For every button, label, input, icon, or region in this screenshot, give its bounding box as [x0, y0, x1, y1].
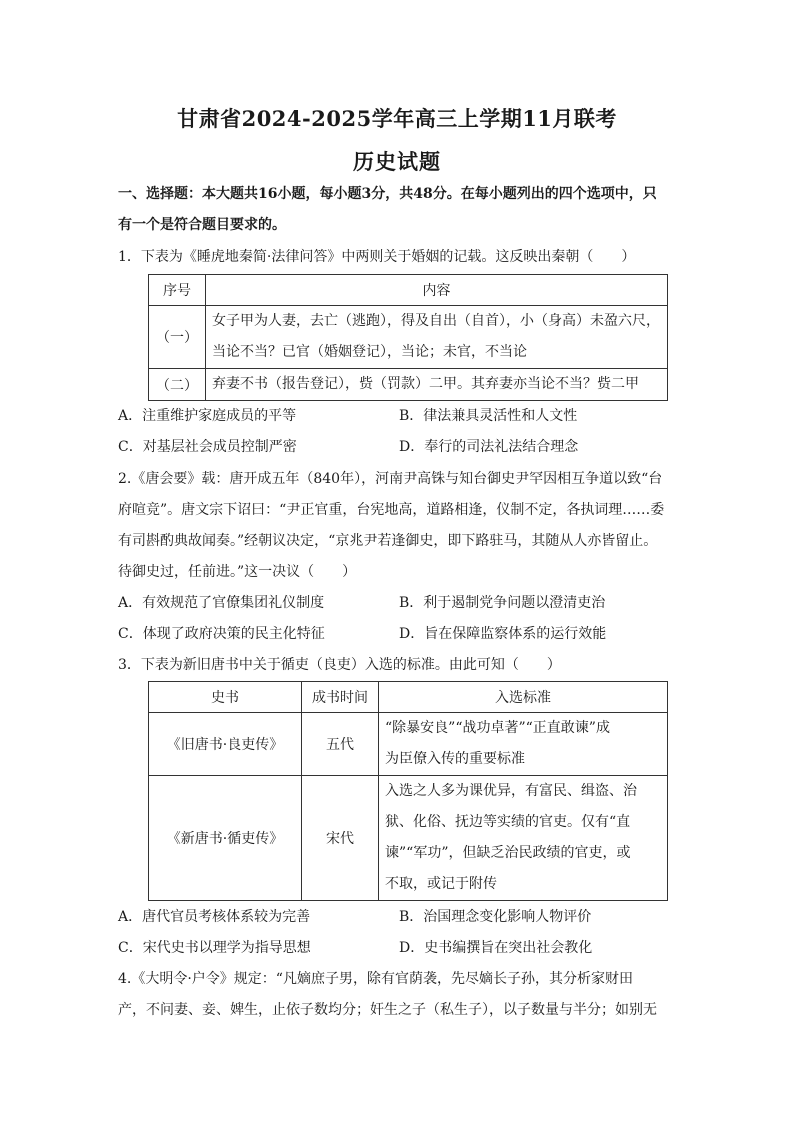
- q2-line: 府喧竞”。唐文宗下诏曰：“尹正官重，台宪地高，道路相逢，仪制不定，各执词理……委: [118, 502, 665, 518]
- q3-option-c: C．宋代史书以理学为指导思想: [118, 940, 311, 956]
- section-instruction-line2: 有一个是符合题目要求的。: [118, 217, 286, 233]
- cell-line: 谏”“军功”，但缺乏治民政绩的官吏，或: [385, 845, 631, 861]
- q1-option-c: C．对基层社会成员控制严密: [118, 439, 297, 455]
- table-row: [149, 776, 668, 901]
- cell-line: 不取，或记于附传: [385, 876, 497, 892]
- table-row: [149, 306, 668, 369]
- q1-table: [148, 274, 668, 401]
- q4-line: 产，不问妻、妾、婢生，止依子数均分；奸生之子（私生子），以子数量与半分；如别无: [118, 1002, 657, 1018]
- q3-table-header: 史书: [149, 682, 302, 713]
- cell-line: 为臣僚入传的重要标准: [385, 751, 525, 767]
- q1-row-number: （二）: [149, 369, 206, 401]
- q2-option-a: A．有效规范了官僚集团礼仪制度: [118, 595, 325, 611]
- q4-line: 4.《大明令·户令》规定：“凡嫡庶子男，除有官荫袭，先尽嫡长子孙，其分析家财田: [118, 971, 633, 987]
- q1-table-header: 内容: [206, 275, 668, 306]
- q3-time: 宋代: [302, 776, 379, 901]
- q3-table: [148, 681, 668, 901]
- q3-option-b: B．治国理念变化影响人物评价: [399, 909, 592, 925]
- q1-option-a: A．注重维护家庭成员的平等: [118, 408, 297, 424]
- q3-stem: 3．下表为新旧唐书中关于循吏（良吏）入选的标准。由此可知（ ）: [118, 657, 561, 673]
- q2-line: 2.《唐会要》载：唐开成五年（840年），河南尹高铢与知台御史尹罕因相互争道以致“台: [118, 471, 663, 487]
- q2-option-c: C．体现了政府决策的民主化特征: [118, 626, 325, 642]
- q1-table-header: 序号: [149, 275, 206, 306]
- q1-option-d: D．奉行的司法礼法结合理念: [399, 439, 579, 455]
- q2-line: 待御史过，任前进。”这一决议（ ）: [118, 564, 357, 580]
- q2-line: 有司斟酌典故闻奏。”经朝议决定，“京兆尹若逢御史，即下路驻马，其随从人亦皆留止。: [118, 533, 658, 549]
- q1-row-content: [206, 306, 668, 369]
- q1-stem: 1．下表为《睡虎地秦简·法律问答》中两则关于婚姻的记载。这反映出秦朝（ ）: [118, 249, 636, 265]
- cell-line: 女子甲为人妻，去亡（逃跑），得及自出（自首），小（身高）未盈六尺，: [212, 313, 660, 329]
- q3-option-a: A．唐代官员考核体系较为完善: [118, 909, 311, 925]
- cell-line: 狱、化俗、抚边等实绩的官吏。仅有“直: [385, 814, 631, 830]
- q3-book: 《新唐书·循吏传》: [149, 776, 302, 901]
- q3-time: 五代: [302, 713, 379, 776]
- q3-option-d: D．史书编撰旨在突出社会教化: [399, 940, 593, 956]
- table-row: [149, 369, 668, 401]
- section-instruction-line1: 一、选择题：本大题共16小题，每小题3分，共48分。在每小题列出的四个选项中，只: [118, 186, 657, 202]
- q3-table-header: 成书时间: [302, 682, 379, 713]
- q3-book: 《旧唐书·良吏传》: [149, 713, 302, 776]
- q1-row-number: （一）: [149, 306, 206, 369]
- q1-table-header-row: [149, 275, 668, 306]
- q1-row-content: [206, 369, 668, 401]
- q1-option-b: B．律法兼具灵活性和人文性: [399, 408, 578, 424]
- cell-line: 入选之人多为课优异，有富民、缉盗、治: [385, 783, 637, 799]
- q3-criteria: [379, 776, 668, 901]
- cell-line: 弃妻不书（报告登记），赀（罚款）二甲。其弃妻亦当论不当？赀二甲: [212, 376, 639, 392]
- exam-title: 甘肃省2024-2025学年高三上学期11月联考: [177, 106, 617, 131]
- q3-criteria: [379, 713, 668, 776]
- q2-option-d: D．旨在保障监察体系的运行效能: [399, 626, 607, 642]
- q3-table-header-row: [149, 682, 668, 713]
- exam-subtitle: 历史试题: [353, 149, 441, 174]
- table-row: [149, 713, 668, 776]
- cell-line: “除暴安良”“战功卓著”“正直敢谏”成: [385, 720, 610, 736]
- cell-line: 当论不当？已官（婚姻登记），当论；未官，不当论: [212, 344, 527, 360]
- q3-table-header: 入选标准: [379, 682, 668, 713]
- q2-option-b: B．利于遏制党争问题以澄清吏治: [399, 595, 606, 611]
